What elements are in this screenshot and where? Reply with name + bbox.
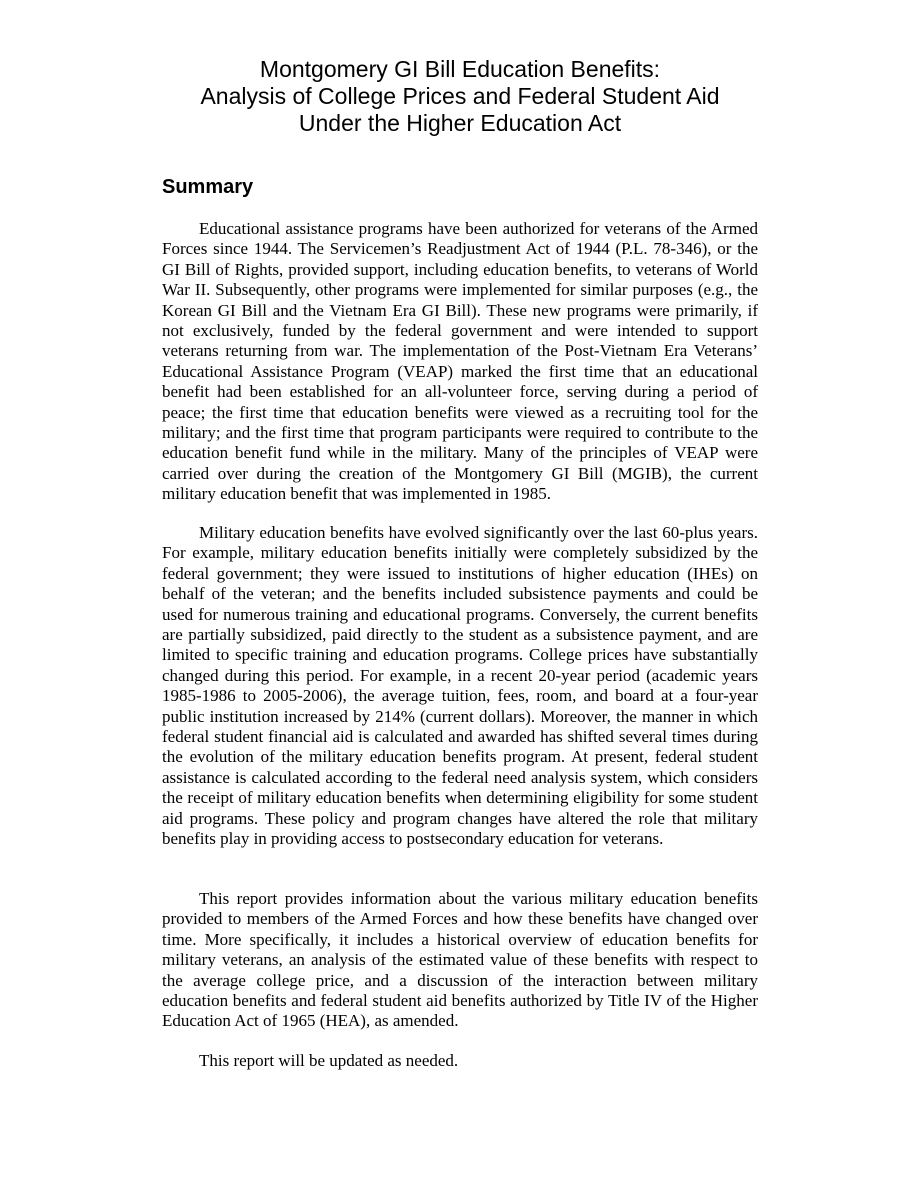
title-line-3: Under the Higher Education Act [298, 110, 622, 136]
summary-paragraph-2: Military education benefits have evolved significantly over the last 60-plus years. For example, military education benefits initially were completely subsidized by the federal government; they were issued to institutions of higher education (IHEs) on behalf of the veteran; and the benefits included subsistence payments and could be used for numerous training and educational programs. Conversely, the current benefits are partially subsidized, paid directly to the student as a subsistence payment, and are limited to specific training and education programs. College prices have substantially changed during this period. For example, in a recent 20-year period (academic years 1985-1986 to 2005-2006), the average tuition, fees, room, and board at a four-year public institution increased by 214% (current dollars). Moreover, the manner in which federal student financial aid is calculated and awarded has shifted several times during the evolution of the military education benefits program. At present, federal student assistance is calculated according to the federal need analysis system, which considers the receipt of military education benefits when determining eligibility for some student aid programs. These policy and program changes have altered the role that military benefits play in providing access to postsecondary education for veterans. [162, 523, 758, 849]
summary-paragraph-1: Educational assistance programs have been authorized for veterans of the Armed Forces since 1944. The Servicemen’s Readjustment Act of 1944 (P.L. 78-346), or the GI Bill of Rights, provided support, including education benefits, to veterans of World War II. Subsequently, other programs were implemented for similar purposes (e.g., the Korean GI Bill and the Vietnam Era GI Bill). These new programs were primarily, if not exclusively, funded by the federal government and were intended to support veterans returning from war. The implementation of the Post-Vietnam Era Veterans’ Educational Assistance Program (VEAP) marked the first time that an educational benefit had been established for an all-volunteer force, serving during a period of peace; the first time that education benefits were viewed as a recruiting tool for the military; and the first time that program participants were required to contribute to the education benefit fund while in the military. Many of the principles of VEAP were carried over during the creation of the Montgomery GI Bill (MGIB), the current military education benefit that was implemented in 1985. [162, 219, 758, 504]
title-line-1: Montgomery GI Bill Education Benefits: [259, 56, 661, 82]
summary-paragraph-3: This report provides information about the various military education benefits provided to members of the Armed Forces and how these benefits have changed over time. More specifically, it includes a historical overview of education benefits for military veterans, an analysis of the estimated value of these benefits with respect to the average college price, and a discussion of the interaction between military education benefits and federal student aid benefits authorized by Title IV of the Higher Education Act of 1965 (HEA), as amended. [162, 889, 758, 1031]
section-heading-summary: Summary [162, 176, 254, 198]
title-line-2: Analysis of College Prices and Federal Student Aid [200, 83, 720, 109]
summary-paragraph-4: This report will be updated as needed. [199, 1051, 459, 1070]
document-title [0, 56, 920, 137]
